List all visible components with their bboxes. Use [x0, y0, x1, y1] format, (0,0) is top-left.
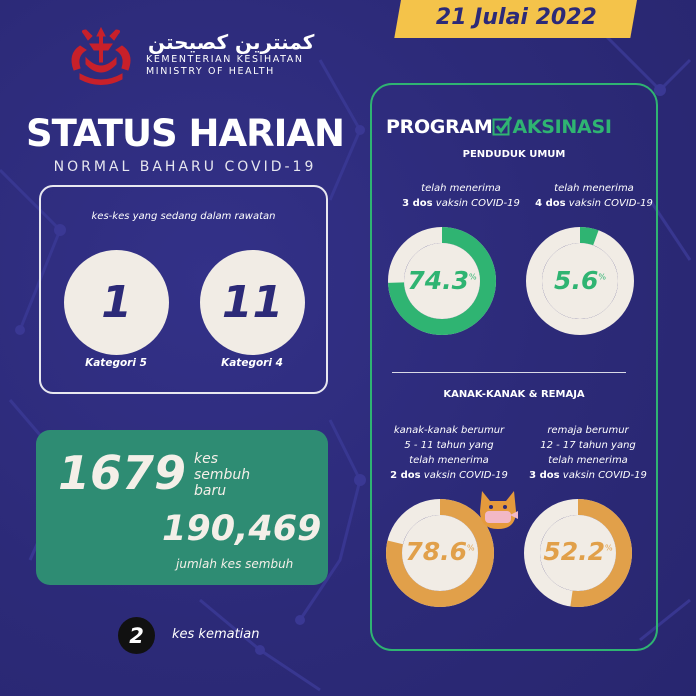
new-recovered-label-line-3: baru	[194, 483, 227, 499]
treatment-label: kes-kes yang sedang dalam rawatan	[91, 211, 276, 222]
new-recovered-label	[194, 451, 250, 499]
vaccination-title-right: AKSINASI	[512, 116, 612, 138]
category-4-label: Kategori 4	[221, 357, 283, 369]
new-recovered-count: 1679	[58, 446, 187, 500]
desc-text: vaksin COVID-19	[568, 198, 653, 209]
dose-label: 3 dos	[402, 198, 433, 209]
children-description	[379, 423, 519, 483]
desc-line: 12 - 17 tahun yang	[540, 440, 636, 451]
cat-mascot-icon	[476, 487, 520, 533]
section-divider	[392, 372, 626, 373]
general-dose4-value	[524, 266, 636, 295]
desc-line: telah menerima	[554, 183, 634, 194]
percent-sign: %	[605, 543, 613, 553]
checkmark-icon	[492, 116, 512, 136]
percent-sign: %	[598, 272, 606, 282]
category-5-count: 1	[64, 250, 169, 355]
desc-line	[518, 468, 658, 483]
ministry-name-block	[146, 30, 314, 78]
percent-sign: %	[469, 272, 477, 282]
date-banner	[394, 0, 637, 38]
desc-line: remaja berumur	[547, 425, 629, 436]
general-population-title: PENDUDUK UMUM	[462, 149, 566, 160]
desc-text: vaksin COVID-19	[435, 198, 520, 209]
youth-title: KANAK-KANAK & REMAJA	[443, 389, 585, 400]
value-text: 5.6	[554, 266, 599, 295]
desc-line: 5 - 11 tahun yang	[404, 440, 494, 451]
dose-label: 4 dos	[535, 198, 566, 209]
vaccination-title	[386, 116, 612, 138]
desc-text: vaksin COVID-19	[423, 470, 508, 481]
ministry-name-malay: KEMENTERIAN KESIHATAN	[146, 54, 304, 65]
desc-line: kanak-kanak berumur	[393, 425, 505, 436]
teens-description	[518, 423, 658, 483]
desc-line: telah menerima	[548, 455, 628, 466]
new-recovered-label-line-2: sembuh	[194, 467, 251, 483]
vaccination-title-left: PROGRAM	[386, 116, 493, 138]
deaths-label: kes kematian	[172, 627, 260, 642]
desc-line	[391, 196, 531, 211]
general-dose3-value	[386, 266, 498, 295]
desc-line: telah menerima	[409, 455, 489, 466]
page-subtitle: NORMAL BAHARU COVID-19	[53, 159, 317, 175]
new-recovered-label-line-1: kes	[194, 451, 219, 467]
general-dose4-description	[524, 181, 664, 211]
date-text: 21 Julai 2022	[435, 4, 597, 30]
total-recovered-count: 190,469	[162, 509, 322, 549]
ministry-name-jawi: كمنترين كصيحتن	[148, 30, 315, 54]
desc-line	[379, 468, 519, 483]
value-text: 78.6	[405, 537, 468, 566]
children-value	[384, 537, 496, 566]
ministry-name-english: MINISTRY OF HEALTH	[146, 66, 275, 77]
total-recovered-label: jumlah kes sembuh	[176, 557, 294, 571]
category-4-count: 11	[200, 250, 305, 355]
page-title: STATUS HARIAN	[25, 112, 345, 155]
desc-line: telah menerima	[421, 183, 501, 194]
desc-text: vaksin COVID-19	[562, 470, 647, 481]
general-dose3-description	[391, 181, 531, 211]
percent-sign: %	[467, 543, 475, 553]
brunei-crest-logo	[66, 24, 136, 86]
value-text: 74.3	[407, 266, 470, 295]
teens-value	[522, 537, 634, 566]
category-5-label: Kategori 5	[85, 357, 147, 369]
deaths-count: 2	[118, 617, 155, 654]
value-text: 52.2	[543, 537, 606, 566]
dose-label: 3 dos	[529, 470, 560, 481]
dose-label: 2 dos	[390, 470, 421, 481]
desc-line	[524, 196, 664, 211]
